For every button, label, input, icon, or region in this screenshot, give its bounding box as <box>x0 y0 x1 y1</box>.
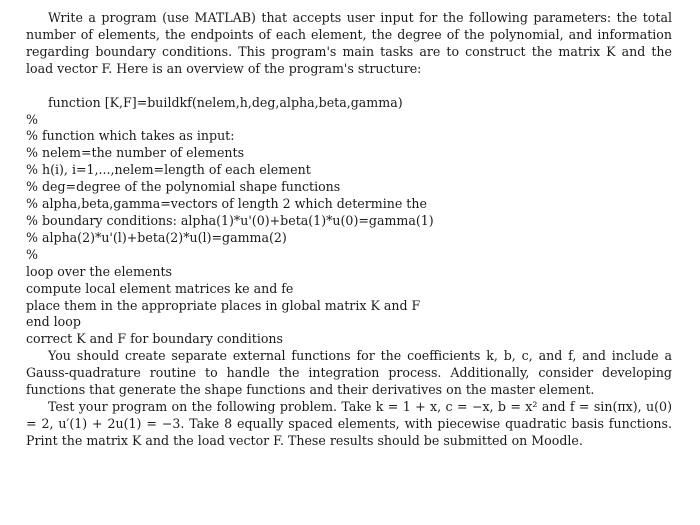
step-line: loop over the elements <box>26 263 173 279</box>
function-signature: function [K,F]=buildkf(nelem,h,deg,alpha,beta,gamma) <box>48 94 403 110</box>
comment-line: % alpha,beta,gamma=vectors of length 2 which determine the <box>26 196 427 212</box>
blank-line <box>26 78 672 95</box>
comment-line: % <box>26 111 38 127</box>
step-line: correct K and F for boundary conditions <box>26 331 284 347</box>
comment-line: % <box>26 246 38 262</box>
code-block <box>26 95 672 264</box>
comment-line: % nelem=the number of elements <box>26 145 245 161</box>
step-line: compute local element matrices ke and fe <box>26 280 294 296</box>
comment-line: % alpha(2)*u'(l)+beta(2)*u(l)=gamma(2) <box>26 229 287 245</box>
step-line: place them in the appropriate places in global matrix K and F <box>26 297 421 313</box>
document-page <box>26 10 672 450</box>
comment-line: % h(i), i=1,...,nelem=length of each element <box>26 162 311 178</box>
comment-line: % deg=degree of the polynomial shape functions <box>26 179 341 195</box>
step-line: end loop <box>26 314 81 330</box>
comment-line: % function which takes as input: <box>26 128 235 144</box>
external-functions-paragraph: You should create separate external functions for the coefficients k, b, c, and f, and include a Gauss-quadrature routine to handle the integration process. Additionally, consider developing functions that generate the shape functions and their derivatives on the master element. <box>26 348 672 398</box>
intro-paragraph: Write a program (use MATLAB) that accepts user input for the following parameters: the total number of elements, the endpoints of each element, the degree of the polynomial, and information regarding boundary conditions. This program's main tasks are to construct the matrix K and the load vector F. Here is an overview of the program's structure: <box>26 10 672 76</box>
comment-line: % boundary conditions: alpha(1)*u'(0)+beta(1)*u(0)=gamma(1) <box>26 212 434 228</box>
test-problem-paragraph: Test your program on the following problem. Take k = 1 + x, c = −x, b = x² and f = sin(πx), u(0) = 2, u′(1) + 2u(1) = −3. Take 8 equally spaced elements, with piecewise quadratic basis functions. Print the matrix K and the load vector F. These results should be submitted on Moodle. <box>26 398 672 448</box>
